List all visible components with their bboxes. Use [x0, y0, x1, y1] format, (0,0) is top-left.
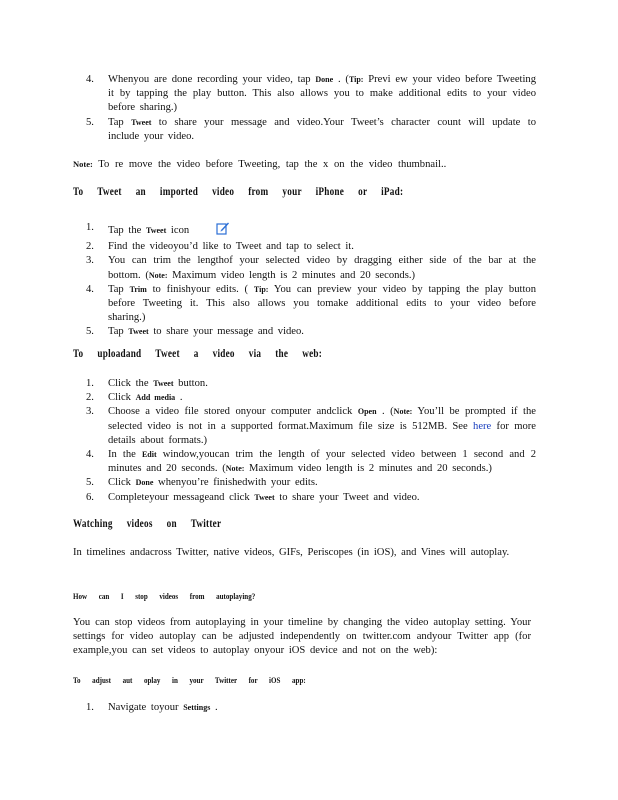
list-item: 6. Completeyour messageand click Tweet to share your Tweet and video.: [86, 491, 536, 505]
item-number: 1.: [86, 222, 94, 233]
subheading-adjust-ios: To adjust aut oplay in your Twitter for iOS app:: [73, 675, 306, 685]
ui-term: Done: [315, 75, 334, 84]
autoplay-settings-paragraph: You can stop videos from autoplaying in your timeline by changing the video autoplay setting. Your settings for video autoplay can be adjusted independently on twitter.com andyour Twitter app (for example,you can set videos to autoplay onyour iOS device and not on the web):: [73, 617, 531, 657]
list-item: 1. Tap the Tweet icon: [86, 221, 536, 240]
item-number: 2.: [86, 241, 94, 253]
item-number: 5.: [86, 326, 94, 338]
steps-list-ios: [86, 701, 536, 715]
note-label: Note:: [148, 270, 168, 280]
list-item: 5. Tap Tweet to share your message and video.: [86, 325, 536, 339]
list-item: 2. Click Add media .: [86, 391, 536, 405]
item-number: 3.: [86, 406, 94, 418]
item-number: 4.: [86, 449, 94, 461]
note-label: Note:: [393, 407, 413, 417]
ui-term: Edit: [141, 450, 157, 460]
tip-label: Tip:: [348, 75, 364, 84]
note-label: Note:: [225, 464, 245, 474]
list-item: 4. In the Edit window,youcan trim the length of your selected video between 1 second and 2 minutes and 20 seconds. (Note: Maximum video length is 2 minutes and 20 seconds.): [86, 449, 536, 475]
ui-term: Tweet: [128, 327, 149, 337]
list-item: 2. Find the videoyou’d like to Tweet and tap to select it.: [86, 240, 536, 254]
ui-term: Trim: [129, 284, 147, 294]
compose-tweet-icon: [216, 221, 230, 240]
steps-list-imported: [86, 221, 536, 340]
list-item: 3. Choose a video file stored onyour computer andclick Open . (Note: You’ll be prompted if the selected video is not in a supported format.Maximum file size is 512MB. See here for more details about formats.): [86, 406, 536, 446]
tip-label: Tip:: [253, 284, 269, 294]
list-item: 5. Click Done whenyou’re finishedwith your edits.: [86, 476, 536, 490]
item-number: 4.: [86, 283, 94, 295]
list-item: 3. You can trim the lengthof your selected video by dragging either side of the bar at the bottom. (Note: Maximum video length is 2 minutes and 20 seconds.): [86, 255, 536, 281]
formats-link[interactable]: here: [473, 420, 492, 432]
note-label: Note:: [73, 159, 93, 169]
autoplay-paragraph: In timelines andacross Twitter, native videos, GIFs, Periscopes (in iOS), and Vines will autoplay.: [73, 547, 510, 558]
section-heading-watching-videos: Watching videos on Twitter: [73, 518, 222, 530]
item-number: 6.: [86, 491, 94, 503]
steps-list-continued: [86, 73, 536, 144]
ui-term: Add media: [135, 393, 176, 403]
item-number: 2.: [86, 392, 94, 404]
item-number: 3.: [86, 255, 94, 267]
subheading-stop-autoplay: How can I stop videos from autoplaying?: [73, 591, 256, 601]
list-item: 4. Whenyou are done recording your video, tap Done . (Tip: Previ ew your video before Tweeting it by tapping the play button. This also allows you to make additional edits to your video before sharing.): [86, 74, 537, 114]
section-heading-web-upload: To uploadand Tweet a video via the web:: [73, 348, 323, 360]
list-item: 4. Tap Trim to finishyour edits. ( Tip: You can preview your video by tapping the play button before Tweeting it. This also allows you tomake additional edits to your video before sharing.): [86, 283, 536, 324]
item-number: 5.: [86, 116, 94, 128]
list-item: 1. Click the Tweet button.: [86, 377, 536, 391]
item-number: 5.: [86, 477, 94, 489]
ui-term: Settings: [183, 703, 211, 712]
section-heading-imported-video: To Tweet an imported video from your iPhone or iPad:: [73, 186, 404, 198]
list-item: 5. Tap Tweet to share your message and video.Your Tweet’s character count will update to include your video.: [86, 116, 536, 142]
item-number: 1.: [86, 702, 94, 713]
item-number: 1.: [86, 378, 94, 389]
ui-term: Tweet: [131, 117, 152, 127]
list-item: 1. Navigate toyour Settings .: [86, 701, 536, 715]
ui-term: Tweet: [145, 226, 167, 235]
note-remove-video: Note: To re move the video before Tweeting, tap the x on the video thumbnail..: [73, 159, 447, 170]
item-number: 4.: [86, 74, 94, 85]
steps-list-web: [86, 377, 536, 505]
ui-term: Open: [357, 407, 377, 417]
ui-term: Tweet: [153, 379, 174, 388]
ui-term: Tweet: [254, 492, 275, 502]
ui-term: Done: [135, 478, 154, 488]
